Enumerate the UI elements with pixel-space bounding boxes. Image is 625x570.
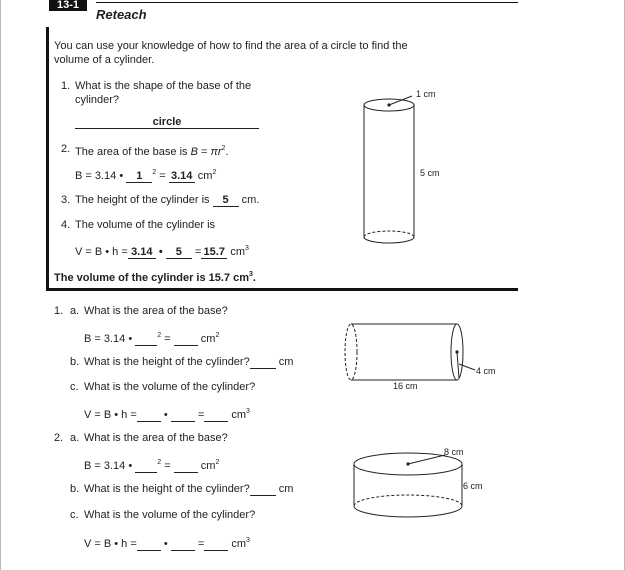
length-label: 16 cm <box>393 381 418 391</box>
step-2-number: 2. <box>61 143 71 155</box>
problem-1-cylinder-figure <box>338 318 508 394</box>
step-1-number: 1. <box>61 80 71 92</box>
problem-1-number: 1. <box>54 305 64 317</box>
problem-1a-question: What is the area of the base? <box>84 305 228 317</box>
problem-1c-question: What is the volume of the cylinder? <box>84 381 256 393</box>
page-title: Reteach <box>96 7 147 22</box>
step-4-number: 4. <box>61 219 71 231</box>
problem-2-number: 2. <box>54 432 64 444</box>
cylinder-radius-line <box>457 352 459 378</box>
problem-2c-question: What is the volume of the cylinder? <box>84 509 256 521</box>
problem-2b-question: What is the height of the cylinder? cm <box>84 483 294 495</box>
problem-1b-letter: b. <box>70 356 80 368</box>
height-label: 6 cm <box>463 481 483 491</box>
problem-1c-calculation: V = B • h = • = $cm^3$ <box>84 408 250 421</box>
lesson-number-tab: 13-1 <box>49 0 87 11</box>
problem-2b-letter: b. <box>70 483 80 495</box>
cylinder-bottom-front <box>354 506 462 517</box>
step-1-line-2: cylinder? <box>75 94 120 106</box>
problem-2a-question: What is the area of the base? <box>84 432 228 444</box>
example-conclusion: The volume of the cylinder is 15.7 $cm^3$. <box>54 271 256 284</box>
problem-2c-calculation: V = B • h = • = $cm^3$ <box>84 537 250 550</box>
step-2-text: The area of the base is $B = \pi r^2$. <box>75 145 229 158</box>
cylinder-bottom-back <box>364 231 414 237</box>
radius-label: 1 cm <box>416 89 436 99</box>
problem-1a-calculation: B = 3.14 • $^2 = cm^2$ <box>84 332 220 345</box>
problem-1b-question: What is the height of the cylinder? cm <box>84 356 294 368</box>
step-3-text: The height of the cylinder is 5 cm. <box>75 194 260 206</box>
radius-label: 8 cm <box>444 447 464 457</box>
intro-line-2: volume of a cylinder. <box>54 54 155 66</box>
step-1-line-1: What is the shape of the base of the <box>75 80 252 92</box>
cylinder-bottom-front <box>364 237 414 243</box>
step-4-calculation: V = B • h = 3.14 • 5 = 15.7 $cm^3$ <box>75 245 249 258</box>
problem-2a-calculation: B = 3.14 • $^2 = cm^2$ <box>84 459 220 472</box>
cylinder-radius-line <box>408 455 445 464</box>
example-box-left-border <box>46 27 49 291</box>
cylinder-left-ellipse <box>345 324 357 380</box>
problem-1a-letter: a. <box>70 305 80 317</box>
step-2-calculation: B = 3.14 • 1 $^2$ = 3.14 $cm^2$ <box>75 169 217 182</box>
step-3-number: 3. <box>61 194 71 206</box>
problem-2a-letter: a. <box>70 432 80 444</box>
height-label: 5 cm <box>420 168 440 178</box>
problem-2-cylinder-figure <box>346 442 496 524</box>
step-4-text: The volume of the cylinder is <box>75 219 216 231</box>
step-1-answer-line <box>75 128 259 129</box>
cylinder-bottom-back <box>354 495 462 506</box>
example-cylinder-figure <box>355 85 465 255</box>
radius-label: 4 cm <box>476 366 496 376</box>
cylinder-radius-line <box>389 96 412 105</box>
page-border-left <box>0 0 1 570</box>
problem-1c-letter: c. <box>70 381 79 393</box>
example-box-bottom-border <box>46 288 518 291</box>
intro-line-1: You can use your knowledge of how to find the area of a circle to find the <box>54 40 408 52</box>
step-1-answer: circle <box>152 116 182 128</box>
header-rule <box>96 2 518 3</box>
problem-2c-letter: c. <box>70 509 79 521</box>
